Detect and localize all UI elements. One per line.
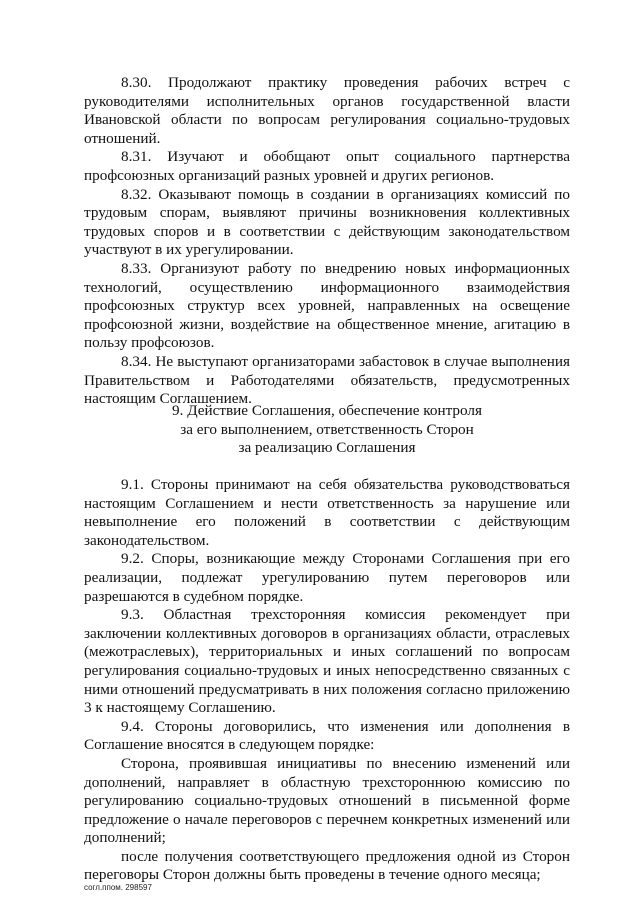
section-9-heading-line-3: за реализацию Соглашения: [238, 439, 416, 457]
clause-9-1: 9.1. Стороны принимают на себя обязательства руководствоваться настоящим Соглашением и нести ответственность за нарушение или невыполнение его положений в соответствии с действующим законодательством.: [84, 476, 570, 549]
section-9-heading-line-1: 9. Действие Соглашения, обеспечение контроля: [172, 402, 482, 419]
clause-8-33: 8.33. Организуют работу по внедрению новых информационных технологий, осуществлению информационного взаимодействия профсоюзных структур всех уровней, направленных на освещение профсоюзной жизни, воздействие на общественное мнение, агитацию в пользу профсоюзов.: [84, 259, 570, 352]
clause-9-4-negotiations: после получения соответствующего предложения одной из Сторон переговоры Сторон должны быть проведены в течение одного месяца;: [84, 847, 570, 884]
clause-9-4: 9.4. Стороны договорились, что изменения или дополнения в Соглашение вносятся в следующем порядке:: [84, 717, 570, 754]
section-9-heading: [84, 402, 570, 458]
footer-file-reference: согл.ппом. 298597: [84, 883, 152, 892]
clause-8-30: 8.30. Продолжают практику проведения рабочих встреч с руководителями исполнительных органов государственной власти Ивановской области по вопросам регулирования социально-трудовых отношений.: [84, 74, 570, 147]
clause-9-2: 9.2. Споры, возникающие между Сторонами Соглашения при его реализации, подлежат урегулированию путем переговоров или разрешаются в судебном порядке.: [84, 550, 570, 605]
clause-8-32: 8.32. Оказывают помощь в создании в организациях комиссий по трудовым спорам, выявляют причины возникновения коллективных трудовых споров и в соответствии с действующим законодательством участвуют в их урегулировании.: [84, 185, 570, 259]
clause-9-4-initiative: Сторона, проявившая инициативы по внесению изменений или дополнений, направляет в областную трехстороннюю комиссию по регулированию социально-трудовых отношений в письменной форме предложение о начале переговоров с перечнем конкретных изменений или дополнений;: [84, 754, 570, 847]
section-8-tail: [84, 74, 570, 409]
clause-8-31: 8.31. Изучают и обобщают опыт социального партнерства профсоюзных организаций разных уровней и других регионов.: [84, 148, 570, 184]
section-9-body: [84, 476, 570, 885]
clause-8-34: 8.34. Не выступают организаторами забастовок в случае выполнения Правительством и Работодателями обязательств, предусмотренных настоящим Соглашением.: [84, 352, 570, 408]
section-9-heading-line-2: за его выполнением, ответственность Сторон: [180, 420, 474, 438]
clause-9-3: 9.3. Областная трехсторонняя комиссия рекомендует при заключении коллективных договоров в организациях области, отраслевых (межотраслевых), территориальных и иных соглашений по вопросам регулирования социально-трудовых и иных непосредственно связанных с ними отношений предусматривать в них положения согласно приложению 3 к настоящему Соглашению.: [84, 606, 570, 717]
